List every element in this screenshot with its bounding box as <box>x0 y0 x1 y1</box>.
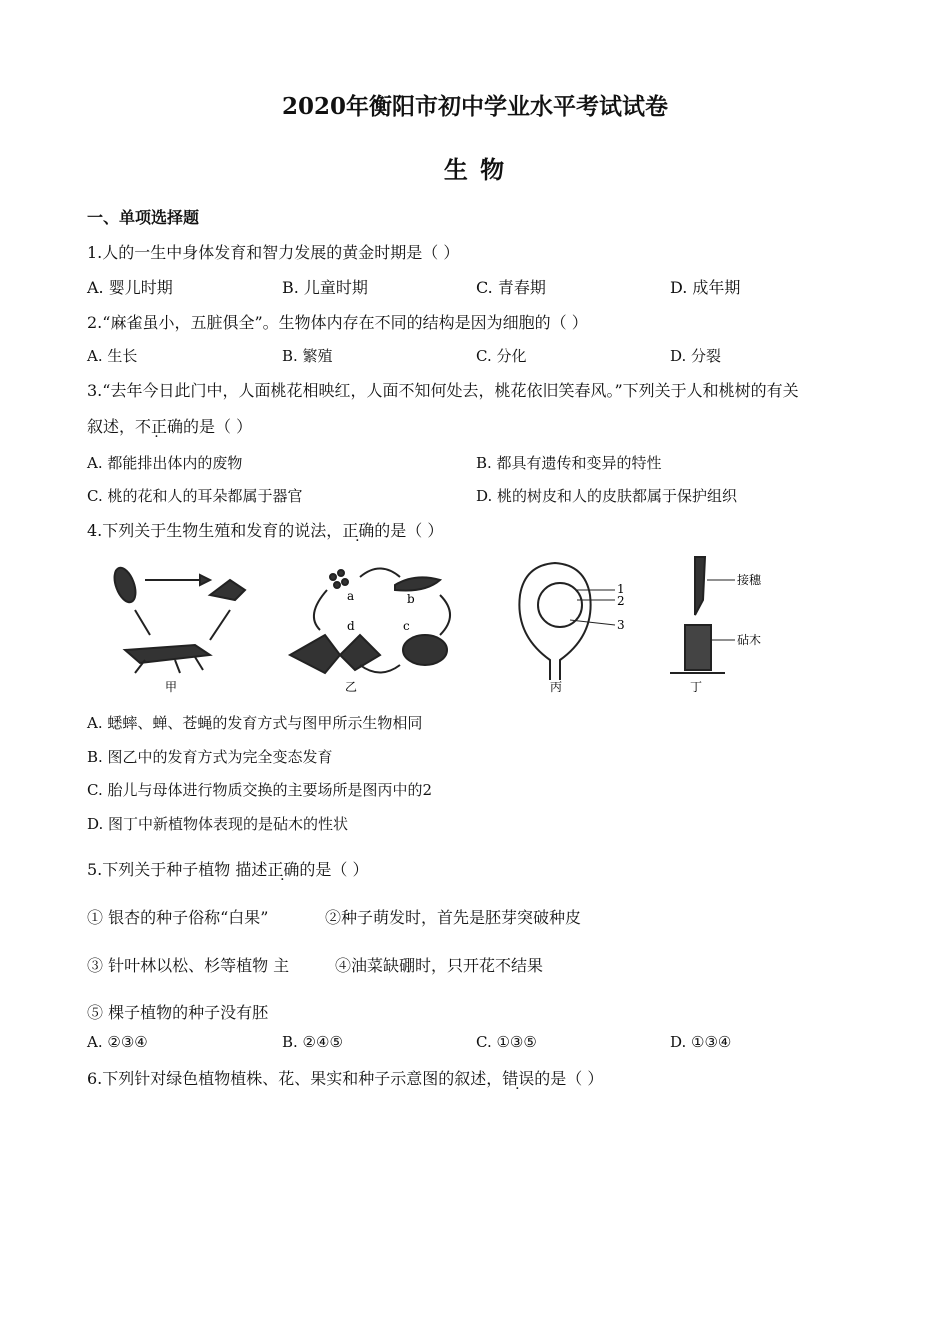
figure-label-a: a <box>347 589 355 603</box>
q2-option-d: D. 分裂 <box>670 347 722 365</box>
section-heading: 一、单项选择题 <box>87 208 200 227</box>
question-2-stem: 2.“麻雀虽小，五脏俱全”。生物体内存在不同的结构是因为细胞的（ ） <box>87 313 588 332</box>
q5-emphasis: 正确 <box>267 860 300 879</box>
q5-statement-1: ① 银杏的种子俗称“白果” <box>87 908 269 927</box>
q2-option-a: A. 生长 <box>87 347 138 365</box>
figure-label-b: b <box>407 592 415 606</box>
q3-stem-part: 的是（ ） <box>183 417 253 436</box>
q5-option-b: B. ②④⑤ <box>282 1033 343 1051</box>
q4-option-a: A. 蟋蟀、蝉、苍蝇的发育方式与图甲所示生物相同 <box>87 714 423 732</box>
q1-option-c: C. 青春期 <box>476 278 546 297</box>
question-4-stem <box>87 518 443 541</box>
q3-option-b: B. 都具有遗传和变异的特性 <box>476 454 662 472</box>
q3-option-c: C. 桃的花和人的耳朵都属于器官 <box>87 487 303 505</box>
arrow-icon <box>135 610 150 635</box>
q5-statement-3: ③ 针叶林以松、杉等植物 主 <box>87 956 290 975</box>
figure-label-d: d <box>347 619 355 633</box>
larva-icon <box>395 577 440 590</box>
q5-option-a: A. ②③④ <box>87 1033 148 1051</box>
q1-option-a: A. 婴儿时期 <box>87 278 173 297</box>
figure-label-c: c <box>403 619 410 633</box>
q2-option-b: B. 繁殖 <box>282 347 333 365</box>
q5-statement-5: ⑤ 棵子植物的种子没有胚 <box>87 1003 269 1022</box>
q5-option-d: D. ①③④ <box>670 1033 732 1051</box>
arrow-icon <box>210 610 230 640</box>
figure-label-yi: 乙 <box>345 680 358 694</box>
q5-option-c: C. ①③⑤ <box>476 1033 537 1051</box>
q5-stem-part: 的是（ ） <box>299 860 369 879</box>
egg-icon <box>110 565 139 605</box>
q6-stem-part: 6.下列针对绿色植物植株、花、果实和种子示意图的叙述， <box>87 1069 503 1088</box>
q4-stem-part: 4.下列关于生物生殖和发育的说法， <box>87 521 343 540</box>
question-1-stem: 1.人的一生中身体发育和智力发展的黄金时期是（ ） <box>87 243 460 262</box>
moth-icon <box>290 635 380 673</box>
q6-emphasis: 错误 <box>502 1069 535 1088</box>
q4-figure <box>95 555 785 695</box>
arrow-icon <box>200 575 210 585</box>
figure-label-1: 1 <box>617 582 625 596</box>
question-5-stem <box>87 857 368 880</box>
figure-label-stock: 砧木 <box>737 633 762 647</box>
q4-emphasis: 正确 <box>342 521 375 540</box>
q5-statement-2: ②种子萌发时，首先是胚芽突破种皮 <box>325 908 582 927</box>
figure-label-3: 3 <box>617 618 625 632</box>
page-title: 2020年衡阳市初中学业水平考试试卷 <box>281 93 668 120</box>
question-6-stem <box>87 1066 603 1089</box>
figure-label-bing: 丙 <box>550 680 563 694</box>
scion-icon <box>695 557 705 615</box>
q1-option-b: B. 儿童时期 <box>282 278 368 297</box>
q5-stem-part: 5.下列关于种子植物 描述 <box>87 860 268 879</box>
figure-label-scion: 接穗 <box>737 573 762 587</box>
q3-option-d: D. 桃的树皮和人的皮肤都属于保护组织 <box>476 487 738 505</box>
subject-title: 生 物 <box>443 155 507 184</box>
figure-label-ding: 丁 <box>690 680 703 694</box>
q4-option-c: C. 胎儿与母体进行物质交换的主要场所是图丙中的2 <box>87 781 433 799</box>
nymph-icon <box>210 580 245 600</box>
q3-option-a: A. 都能排出体内的废物 <box>87 454 243 472</box>
question-3-stem-line1: 3.“去年今日此门中，人面桃花相映红，人面不知何处去，桃花依旧笑春风。”下列关于人和桃树的有关 <box>87 381 799 400</box>
figure-label-jia: 甲 <box>165 680 178 694</box>
q4-stem-part: 的是（ ） <box>374 521 444 540</box>
question-3-stem-line2 <box>87 414 252 437</box>
rootstock-icon <box>685 625 711 670</box>
q4-option-b: B. 图乙中的发育方式为完全变态发育 <box>87 748 333 766</box>
q2-option-c: C. 分化 <box>476 347 527 365</box>
figure-label-2: 2 <box>617 594 625 608</box>
q3-stem-part: 叙述， <box>87 417 136 436</box>
q4-option-d: D. 图丁中新植物体表现的是砧木的性状 <box>87 815 349 833</box>
q6-stem-part: 的是（ ） <box>534 1069 604 1088</box>
pupa-icon <box>403 635 447 665</box>
q5-statement-4: ④油菜缺硼时，只开花不结果 <box>335 956 544 975</box>
q3-emphasis: 不正确 <box>135 417 184 436</box>
q1-option-d: D. 成年期 <box>670 278 741 297</box>
